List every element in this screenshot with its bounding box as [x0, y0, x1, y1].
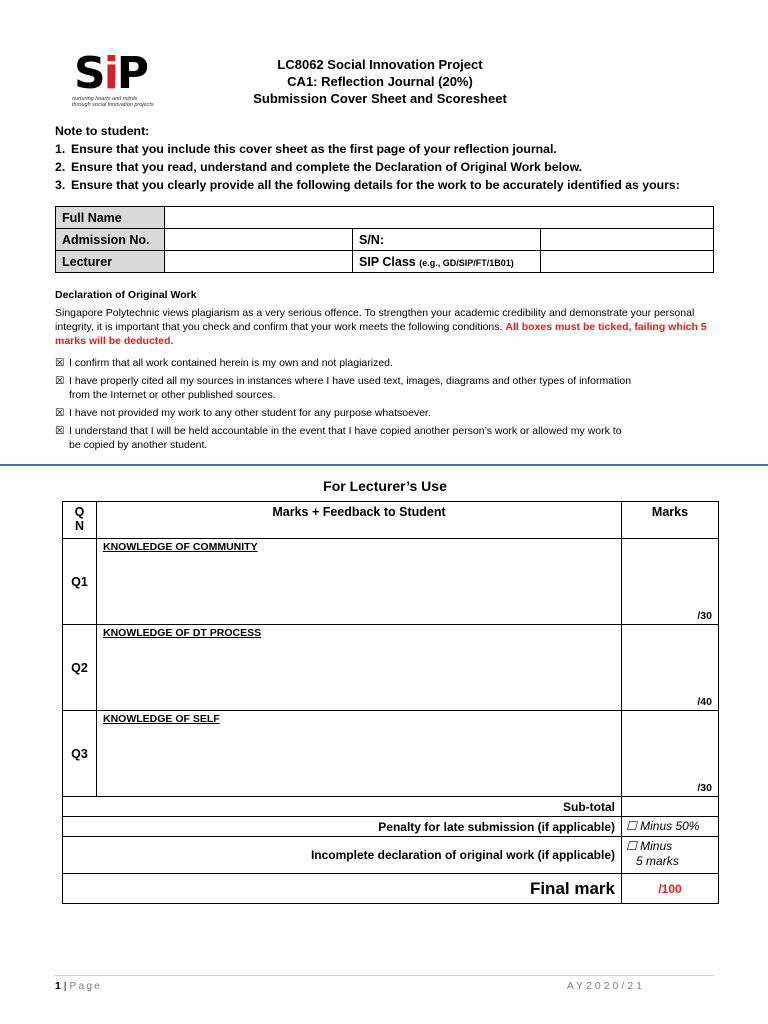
q2-marks[interactable]: /40: [622, 625, 719, 711]
qn-header: Q N: [63, 502, 97, 539]
checkbox-icon[interactable]: ☐: [626, 819, 637, 833]
sip-class-field[interactable]: [541, 251, 714, 273]
admission-field[interactable]: [165, 229, 353, 251]
declaration-checkbox-1[interactable]: ☒ I confirm that all work contained herein is my own and not plagiarized.: [55, 357, 393, 369]
full-name-field[interactable]: [165, 207, 714, 229]
page-number: 1 | Page: [55, 980, 102, 992]
full-name-label: Full Name: [56, 207, 165, 229]
footer-divider: [55, 975, 714, 976]
lecturer-field[interactable]: [165, 251, 353, 273]
penalty-option[interactable]: ☐ Minus 50%: [622, 817, 719, 837]
admission-label: Admission No.: [56, 229, 165, 251]
q3-marks[interactable]: /30: [622, 711, 719, 797]
checked-box-icon[interactable]: ☒: [55, 357, 65, 369]
checked-box-icon[interactable]: ☒: [55, 407, 65, 419]
sn-label: S/N:: [353, 229, 541, 251]
checkbox-icon[interactable]: ☐: [626, 839, 637, 853]
declaration-heading: Declaration of Original Work: [55, 289, 197, 301]
declaration-checkbox-2[interactable]: ☒ I have properly cited all my sources in instances where I have used text, images, diagrams and other types of information from the Internet or other published sources.: [55, 375, 632, 401]
q2-feedback[interactable]: KNOWLEDGE OF DT PROCESS: [97, 625, 622, 711]
incomplete-label: Incomplete declaration of original work (if applicable): [63, 837, 622, 874]
note-to-student: Note to student: 1. Ensure that you include this cover sheet as the first page of your reflection journal. 2. Ensure that you read, understand and complete the Declaration of Original Work below. 3. Ensure that you clearly provide all the following details for the work to be accurately identified as yours:: [55, 124, 680, 192]
feedback-header: Marks + Feedback to Student: [97, 502, 622, 539]
q3-feedback[interactable]: KNOWLEDGE OF SELF: [97, 711, 622, 797]
final-mark-label: Final mark: [63, 874, 622, 904]
sip-class-label: SIP Class (e.g., GD/SIP/FT/1B01): [353, 251, 541, 273]
q1-marks[interactable]: /30: [622, 539, 719, 625]
sn-field[interactable]: [541, 229, 714, 251]
declaration-paragraph: Singapore Polytechnic views plagiarism as a very serious offence. To strengthen your academic credibility and demonstrate your personal integrity, it is important that you check and confirm that your work meets the following conditions. All boxes must be ticked, failing which 5 marks will be deducted.: [55, 307, 707, 347]
academic-year: AY2020/21: [566, 980, 645, 992]
q2-label: Q2: [63, 625, 97, 711]
student-details-table: [55, 206, 714, 273]
subtotal-label: Sub-total: [63, 797, 622, 817]
declaration-checkbox-4[interactable]: ☒ I understand that I will be held accountable in the event that I have copied another person’s work or allowed my work to be copied by another student.: [55, 425, 622, 451]
sip-logo: SiP nurturing hearts and minds through social innovation projects: [72, 48, 154, 108]
q3-label: Q3: [63, 711, 97, 797]
checked-box-icon[interactable]: ☒: [55, 375, 65, 387]
subtotal-value[interactable]: [622, 797, 719, 817]
declaration-checkbox-3[interactable]: ☒ I have not provided my work to any other student for any purpose whatsoever.: [55, 407, 431, 419]
q1-feedback[interactable]: KNOWLEDGE OF COMMUNITY: [97, 539, 622, 625]
document-title: LC8062 Social Innovation Project CA1: Reflection Journal (20%) Submission Cover Sheet and Scoresheet: [253, 57, 507, 106]
lecturer-label: Lecturer: [56, 251, 165, 273]
penalty-label: Penalty for late submission (if applicable): [63, 817, 622, 837]
q1-label: Q1: [63, 539, 97, 625]
incomplete-option[interactable]: ☐ Minus 5 marks: [622, 837, 719, 874]
lecturer-use-heading: For Lecturer’s Use: [323, 478, 447, 494]
section-divider: [0, 464, 768, 466]
checked-box-icon[interactable]: ☒: [55, 425, 65, 437]
scoresheet-table: [62, 501, 719, 904]
marks-header: Marks: [622, 502, 719, 539]
final-mark-value[interactable]: /100: [622, 874, 719, 904]
